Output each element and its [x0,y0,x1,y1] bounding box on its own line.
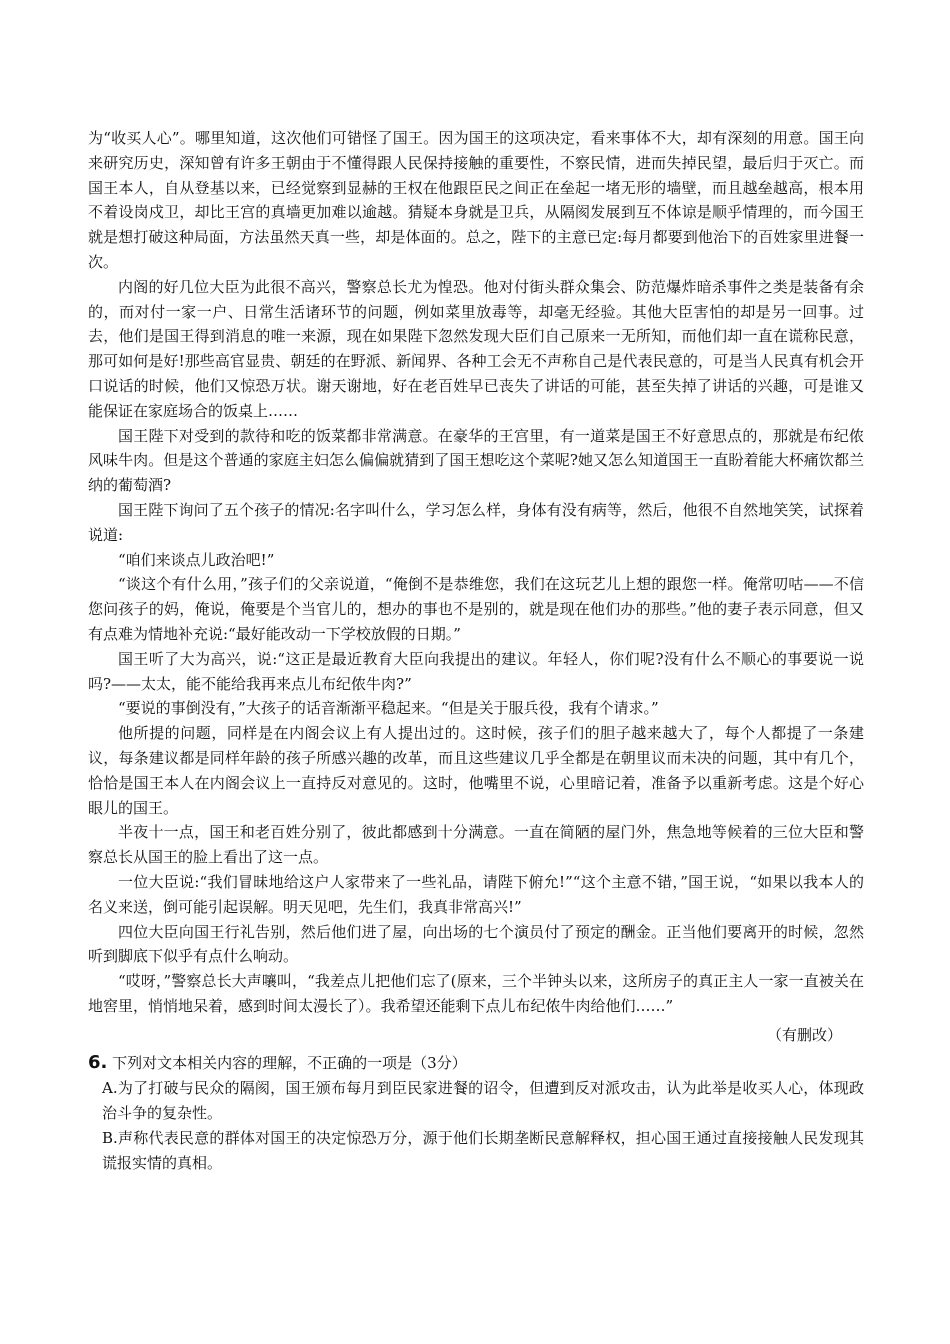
passage [88,126,864,1019]
passage-paragraph: 国王陛下询问了五个孩子的情况:名字叫什么，学习怎么样，身体有没有病等，然后，他很不自然地笑笑，试探着说道: [88,500,864,544]
question-stem: 下列对文本相关内容的理解，不正确的一项是（3分） [112,1054,467,1073]
question-number: 6. [88,1052,108,1074]
question-option: A.为了打破与民众的隔阂，国王颁布每月到臣民家进餐的诏令，但遭到反对派攻击，认为此举是收买人心，体现政治斗争的复杂性。 [102,1079,864,1123]
passage-paragraph: “谈这个有什么用，”孩子们的父亲说道，“俺倒不是恭维您，我们在这玩艺儿上想的跟您一样。俺常叨咕——不信您问孩子的妈，俺说，俺要是个当官儿的，想办的事也不是别的，就是现在他们办的那些。”他的妻子表示同意，但又有点难为情地补充说:“最好能改动一下学校放假的日期。” [88,575,864,643]
passage-paragraph: 内阁的好几位大臣为此很不高兴，警察总长尤为惶恐。他对付街头群众集会、防范爆炸暗杀事件之类是装备有余的，而对付一家一户、日常生活诸环节的问题，例如菜里放毒等，却毫无经验。其他大臣害怕的却是另一回事。过去，他们是国王得到消息的唯一来源，现在如果陛下忽然发现大臣们自己原来一无所知，而他们却一直在谎称民意，那可如何是好!那些高官显贵、朝廷的在野派、新闻界、各种工会无不声称自己是代表民意的，可是当人民真有机会开口说话的时候，他们又惊恐万状。谢天谢地，好在老百姓早已丧失了讲话的可能，甚至失掉了讲话的兴趣，可是谁又能保证在家庭场合的饭桌上…… [88,277,864,420]
passage-paragraph: 四位大臣向国王行礼告别，然后他们进了屋，向出场的七个演员付了预定的酬金。正当他们要离开的时候，忽然听到脚底下似乎有点什么响动。 [88,922,864,966]
question-6 [88,1051,864,1076]
passage-paragraph: 国王听了大为高兴，说:“这正是最近教育大臣向我提出的建议。年轻人，你们呢?没有什么不顺心的事要说一说吗?——太太，能不能给我再来点儿布纪侬牛肉?” [88,649,864,693]
passage-paragraph: 他所提的问题，同样是在内阁会议上有人提出过的。这时候，孩子们的胆子越来越大了，每个人都提了一条建议，每条建议都是同样年龄的孩子所感兴趣的改革，而且这些建议几乎全都是在朝里议而未决的问题，其中有几个，恰恰是国王本人在内阁会议上一直持反对意见的。这时，他嘴里不说，心里暗记着，准备予以重新考虑。这是个好心眼儿的国王。 [88,724,864,817]
passage-paragraph: 半夜十一点，国王和老百姓分别了，彼此都感到十分满意。一直在简陋的屋门外，焦急地等候着的三位大臣和警察总长从国王的脸上看出了这一点。 [88,823,864,867]
passage-paragraph: 为“收买人心”。哪里知道，这次他们可错怪了国王。因为国王的这项决定，看来事体不大，却有深刻的用意。国王向来研究历史，深知曾有许多王朝由于不懂得跟人民保持接触的重要性，不察民情，进而失掉民望，最后归于灭亡。而国王本人，自从登基以来，已经觉察到显赫的王权在他跟臣民之间正在垒起一堵无形的墙壁，而且越垒越高，根本用不着设岗戍卫，却比王宫的真墙更加难以逾越。猜疑本身就是卫兵，从隔阂发展到互不体谅是顺乎情理的，而今国王就是想打破这种局面，方法虽然天真一些，却是体面的。总之，陛下的主意已定:每月都要到他治下的百姓家里进餐一次。 [88,129,864,271]
passage-paragraph: 国王陛下对受到的款待和吃的饭菜都非常满意。在豪华的王宫里，有一道菜是国王不好意思点的，那就是布纪侬风味牛肉。但是这个普通的家庭主妇怎么偏偏就猜到了国王想吃这个菜呢?她又怎么知道国王一直盼着能大杯痛饮都兰纳的葡萄酒? [88,426,864,495]
passage-paragraph: 一位大臣说:“我们冒昧地给这户人家带来了一些礼品，请陛下俯允!”“这个主意不错，”国王说，“如果以我本人的名义来送，倒可能引起误解。明天见吧，先生们，我真非常高兴!” [88,872,864,916]
passage-paragraph: “哎呀，”警察总长大声嚷叫，“我差点儿把他们忘了(原来，三个半钟头以来，这所房子的真正主人一家一直被关在地窖里，悄悄地呆着，感到时间太漫长了）。我希望还能剩下点儿布纪侬牛肉给他们……” [88,972,864,1015]
question-options [88,1076,864,1175]
document-page [88,126,864,1175]
passage-paragraph: “要说的事倒没有，”大孩子的话音渐渐平稳起来。“但是关于服兵役，我有个请求。” [118,699,659,718]
question-option: B.声称代表民意的群体对国王的决定惊恐万分，源于他们长期垄断民意解释权，担心国王通过直接接触人民发现其谎报实情的真相。 [102,1128,864,1172]
source-note: （有删改） [766,1025,842,1044]
passage-paragraph: “咱们来谈点儿政治吧!” [118,550,275,569]
